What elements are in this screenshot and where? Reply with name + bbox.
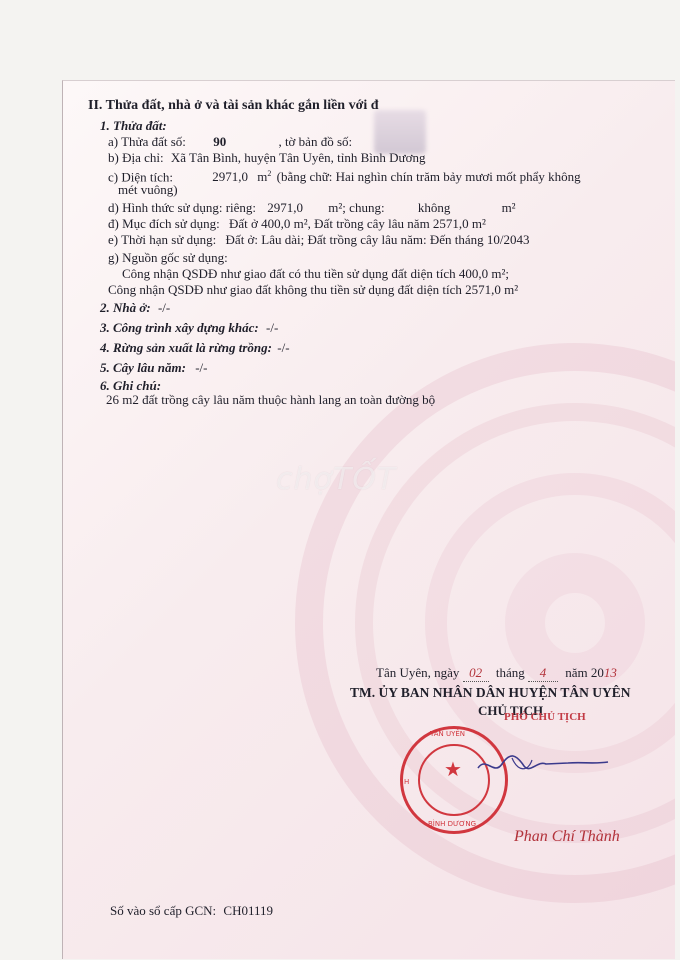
origin-line-1: Công nhận QSDĐ như giao đất có thu tiền sử dụng đất diện tích 400,0 m²; (122, 266, 510, 281)
address-value: Xã Tân Bình, huyện Tân Uyên, tỉnh Bình Dương (170, 150, 426, 165)
address-row (108, 150, 425, 166)
date-year-label: năm 20 (565, 665, 604, 680)
purpose-label: đ) Mục đích sử dụng: (108, 216, 220, 231)
registry-value: CH01119 (223, 903, 274, 918)
purpose-row (108, 216, 486, 232)
use-common-label: m²; chung: (328, 200, 385, 215)
date-place: Tân Uyên, ngày (376, 665, 460, 680)
address-label: b) Địa chỉ: (108, 150, 164, 165)
area-in-words: (bằng chữ: Hai nghìn chín trăm bảy mươi mốt phẩy không (276, 169, 581, 185)
parcel-number: 90 (213, 134, 227, 149)
signer-name: Phan Chí Thành (514, 828, 620, 845)
redacted-area (374, 110, 426, 154)
house-label: 2. Nhà ở: (100, 300, 151, 315)
purpose-value: Đất ở 400,0 m², Đất trồng cây lâu năm 2571,0 m² (229, 216, 486, 231)
watermark-logo: chợTỐT (276, 462, 397, 497)
forest-value: -/- (277, 340, 290, 355)
house-value: -/- (157, 300, 171, 315)
date-month: 4 (528, 665, 558, 682)
forest-label: 4. Rừng sản xuất là rừng trồng: (100, 340, 272, 355)
perennial-label: 5. Cây lâu năm: (100, 360, 186, 375)
parcel-label: a) Thửa đất số: (108, 134, 186, 149)
date-row (376, 665, 617, 682)
land-heading: 1. Thửa đất: (100, 118, 167, 133)
origin-label: g) Nguồn gốc sử dụng: (108, 250, 228, 265)
note-value: 26 m2 đất trồng cây lâu năm thuộc hành lang an toàn đường bộ (106, 392, 436, 407)
origin-line-2: Công nhận QSDĐ như giao đất không thu tiền sử dụng đất diện tích 2571,0 m² (108, 282, 519, 297)
chairman-title: CHỦ TỊCH (478, 703, 544, 718)
use-common-unit: m² (501, 200, 516, 215)
perennial-row (100, 360, 208, 376)
area-in-words-cont: mét vuông) (118, 182, 178, 197)
use-private-value: 2971,0 (267, 200, 304, 215)
term-value: Đất ở: Lâu dài; Đất trồng cây lâu năm: Đến tháng 10/2043 (225, 232, 530, 247)
parcel-row (108, 134, 352, 150)
use-form-label: d) Hình thức sử dụng: riêng: (108, 200, 257, 215)
term-label: e) Thời hạn sử dụng: (108, 232, 217, 247)
star-icon: ★ (444, 759, 462, 781)
forest-row (100, 340, 290, 356)
area-unit: m (257, 169, 268, 185)
date-month-label: tháng (495, 665, 525, 680)
map-sheet-label: , tờ bản đồ số: (278, 134, 353, 149)
area-value: 2971,0 (212, 169, 248, 185)
registry-label: Số vào sổ cấp GCN: (110, 903, 217, 918)
construction-value: -/- (266, 320, 279, 335)
use-common-value: không (417, 200, 451, 215)
note-label: 6. Ghi chú: (100, 378, 162, 393)
term-row (108, 232, 530, 248)
area-label: c) Diện tích: (108, 169, 173, 185)
issuing-authority: TM. ỦY BAN NHÂN DÂN HUYỆN TÂN UYÊN (350, 685, 631, 700)
use-form-row (108, 200, 516, 216)
seal-left-text: H (404, 778, 410, 786)
date-day: 02 (463, 665, 489, 682)
registry-row (110, 903, 273, 919)
handwritten-signature (472, 746, 612, 786)
seal-top-text: TÂN UYÊN (430, 730, 466, 738)
seal-bottom-text: BÌNH DƯƠNG (428, 820, 477, 828)
construction-label: 3. Công trình xây dựng khác: (100, 320, 259, 335)
construction-row (100, 320, 278, 336)
section-title: II. Thửa đất, nhà ở và tài sản khác gắn liền với đ (88, 98, 379, 113)
date-year-tail: 13 (603, 665, 617, 680)
area-row: c) Diện tích: 2971,0 $m^2$ (bằng chữ: Hai nghìn chín trăm bảy mươi mốt phẩy không (108, 169, 581, 185)
perennial-value: -/- (195, 360, 208, 375)
vice-chairman-title: PHÓ CHỦ TỊCH (504, 711, 586, 723)
house-row (100, 300, 170, 316)
